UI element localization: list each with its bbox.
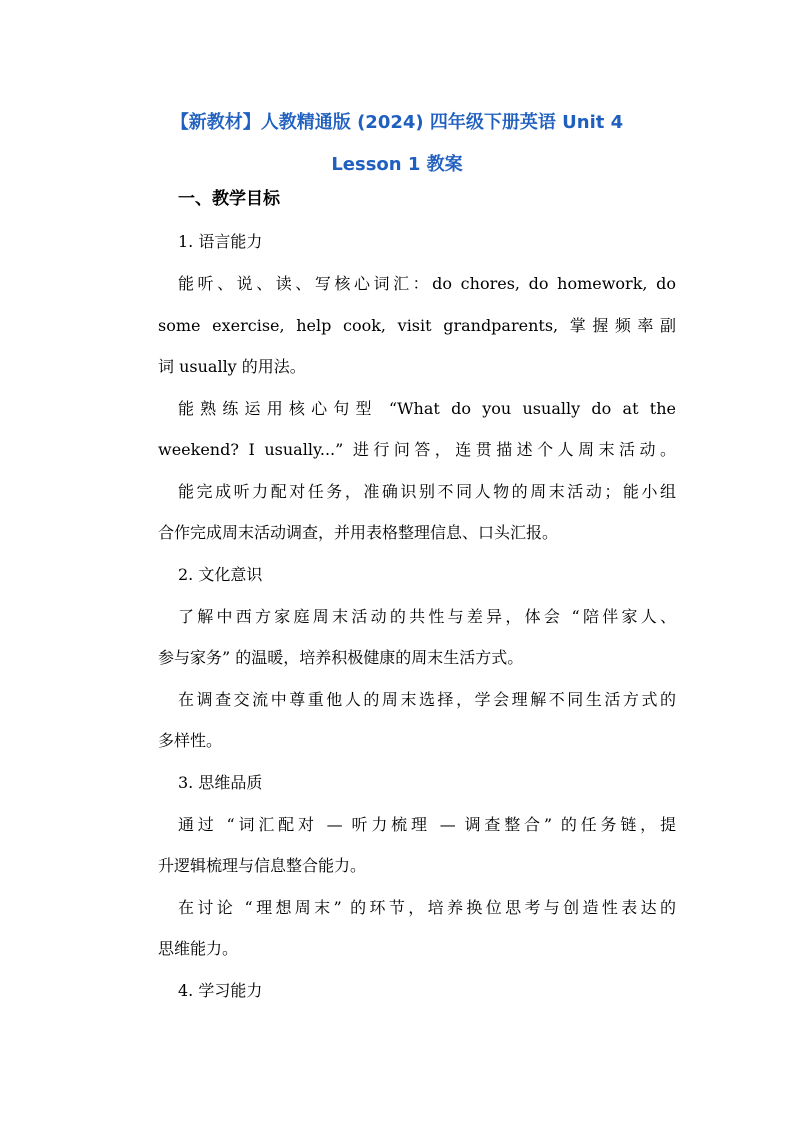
paragraph-line: 能听、说、读、写核心词汇：do chores, do homework, do xyxy=(178,274,676,293)
paragraph-line: some exercise, help cook, visit grandparents, 掌握频率副 xyxy=(158,316,676,335)
paragraph-line: 多样性。 xyxy=(158,731,223,750)
paragraph-line: 思维能力。 xyxy=(158,939,239,958)
paragraph-line: 通过 “词汇配对 — 听力梳理 — 调查整合” 的任务链，提 xyxy=(178,815,676,834)
subheading-language-ability: 1. 语言能力 xyxy=(178,232,263,251)
paragraph-line: 合作完成周末活动调查，并用表格整理信息、口头汇报。 xyxy=(158,523,559,542)
document-title-line-1: 【新教材】人教精通版 (2024) 四年级下册英语 Unit 4 xyxy=(170,112,624,133)
paragraph-line: 了解中西方家庭周末活动的共性与差异，体会 “陪伴家人、 xyxy=(178,607,676,626)
paragraph-line: 在讨论 “理想周末” 的环节，培养换位思考与创造性表达的 xyxy=(178,898,676,917)
paragraph-line: 升逻辑梳理与信息整合能力。 xyxy=(158,856,367,875)
paragraph-line: 能熟练运用核心句型 “What do you usually do at the xyxy=(178,399,676,418)
document-title-line-2: Lesson 1 教案 xyxy=(331,154,463,175)
paragraph-line: 能完成听力配对任务，准确识别不同人物的周末活动；能小组 xyxy=(178,482,676,501)
paragraph-line: 词 usually 的用法。 xyxy=(158,357,306,376)
subheading-learning-ability: 4. 学习能力 xyxy=(178,981,263,1000)
subheading-thinking-quality: 3. 思维品质 xyxy=(178,773,263,792)
paragraph-line: 在调查交流中尊重他人的周末选择，学会理解不同生活方式的 xyxy=(178,690,676,709)
paragraph-line: weekend? I usually...” 进行问答，连贯描述个人周末活动。 xyxy=(158,440,676,459)
section-heading-teaching-goals: 一、教学目标 xyxy=(178,189,280,209)
subheading-cultural-awareness: 2. 文化意识 xyxy=(178,565,263,584)
paragraph-line: 参与家务” 的温暖，培养积极健康的周末生活方式。 xyxy=(158,648,524,667)
